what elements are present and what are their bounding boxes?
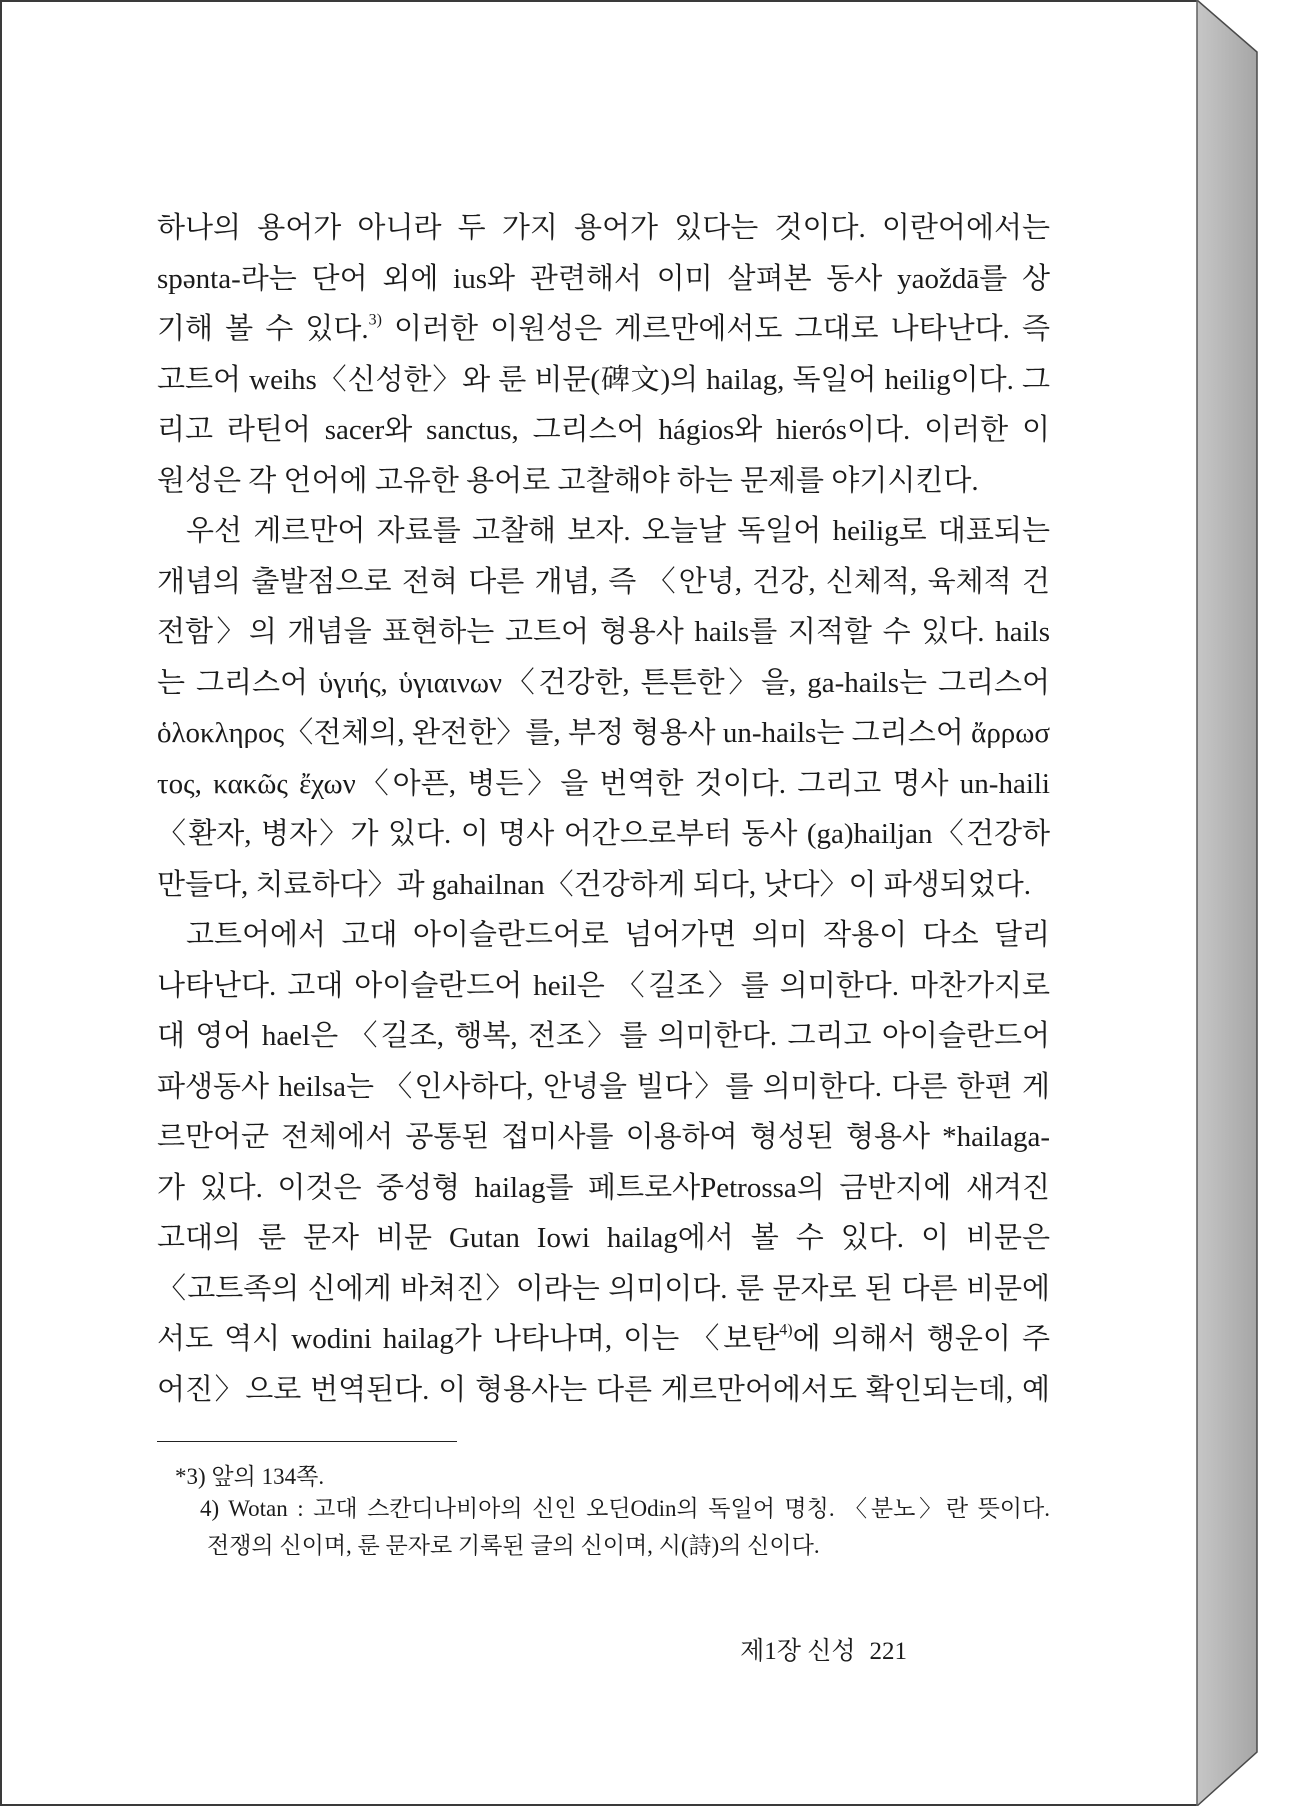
text-segment: 이러한 이원성은 게르만에서도 그대로 나타난다. 즉 (381, 313, 1050, 345)
text-line: 가 있다. 이것은 중성형 hailag를 페트로사Petrossa의 금반지에 새겨진 (157, 1171, 1050, 1204)
chapter-title: 제1장 신성 (740, 1638, 856, 1665)
text-line: ὁλοκληρος〈전체의, 완전한〉를, 부정 형용사 un-hails는 그리스어 ἄρρωσ (157, 717, 1050, 749)
footnote-marker-4: 4) (779, 1321, 793, 1339)
text-segment: 서도 역시 wodini hailag가 나타나며, 이는 〈보탄 (157, 1323, 780, 1355)
footnote-3: *3) 앞의 134쪽. (175, 1464, 325, 1489)
text-line: 파생동사 heilsa는 〈인사하다, 안녕을 빌다〉를 의미한다. 다른 한편 게 (157, 1070, 1050, 1103)
text-line: 우선 게르만어 자료를 고찰해 보자. 오늘날 독일어 heilig로 대표되는 (186, 515, 1050, 547)
text-line: 〈환자, 병자〉가 있다. 이 명사 어간으로부터 동사 (ga)hailjan〈건강하 (157, 818, 1050, 850)
page-number: 221 (869, 1638, 907, 1665)
body-text (157, 203, 1050, 1415)
text-line: spənta-라는 단어 외에 ius와 관련해서 이미 살펴본 동사 yaoždā를 상 (157, 262, 1050, 295)
book-page-edge (1196, 0, 1260, 1806)
text-line: 만들다, 치료하다〉과 gahailnan〈건강하게 되다, 낫다〉이 파생되었다. (157, 868, 1032, 901)
text-line: 르만어군 전체에서 공통된 접미사를 이용하여 형성된 형용사 *hailaga- (157, 1121, 1050, 1153)
text-segment: 에 의해서 행운이 주 (792, 1323, 1050, 1355)
text-line: 하나의 용어가 아니라 두 가지 용어가 있다는 것이다. 이란어에서는 (157, 212, 1050, 244)
text-line: 고트어 weihs〈신성한〉와 룬 비문(碑文)의 hailag, 독일어 heilig이다. 그 (157, 363, 1050, 396)
footnote-separator (157, 1441, 457, 1442)
footnote-4-continued: 전쟁의 신이며, 룬 문자로 기록된 글의 신이며, 시(詩)의 신이다. (207, 1533, 820, 1558)
text-line: 대 영어 hael은 〈길조, 행복, 전조〉를 의미한다. 그리고 아이슬란드어 (157, 1020, 1050, 1052)
text-line (157, 304, 1050, 355)
text-line: 리고 라틴어 sacer와 sanctus, 그리스어 hágios와 hierós이다. 이러한 이 (157, 414, 1050, 446)
text-line (157, 1314, 1050, 1365)
text-line: 는 그리스어 ὑγιής, ὑγιαινων〈건강한, 튼튼한〉을, ga-hails는 그리스어 (157, 666, 1050, 699)
running-footer (740, 1635, 907, 1669)
text-line: 어진〉으로 번역된다. 이 형용사는 다른 게르만어에서도 확인되는데, 예 (157, 1373, 1050, 1406)
footnote-4: 4) Wotan : 고대 스칸디나비아의 신인 오딘Odin의 독일어 명칭. 〈분노〉란 뜻이다. (200, 1496, 1050, 1521)
text-line: 〈고트족의 신에게 바쳐진〉이라는 의미이다. 룬 문자로 된 다른 비문에 (157, 1272, 1050, 1305)
text-line: 개념의 출발점으로 전혀 다른 개념, 즉 〈안녕, 건강, 신체적, 육체적 건 (157, 565, 1050, 598)
text-line: 원성은 각 언어에 고유한 용어로 고찰해야 하는 문제를 야기시킨다. (157, 464, 979, 497)
text-line: 나타난다. 고대 아이슬란드어 heil은 〈길조〉를 의미한다. 마찬가지로 (157, 969, 1050, 1002)
text-line: 고트어에서 고대 아이슬란드어로 넘어가면 의미 작용이 다소 달리 (186, 919, 1050, 951)
text-line: τος, κακῶς ἔχων〈아픈, 병든〉을 번역한 것이다. 그리고 명사 un-haili (157, 767, 1050, 800)
text-line: 고대의 룬 문자 비문 Gutan Iowi hailag에서 볼 수 있다. 이 비문은 (157, 1222, 1050, 1254)
text-segment: 기해 볼 수 있다. (157, 313, 369, 345)
text-line: 전함〉의 개념을 표현하는 고트어 형용사 hails를 지적할 수 있다. hails (157, 616, 1050, 648)
footnote-marker-3: 3) (368, 311, 382, 329)
